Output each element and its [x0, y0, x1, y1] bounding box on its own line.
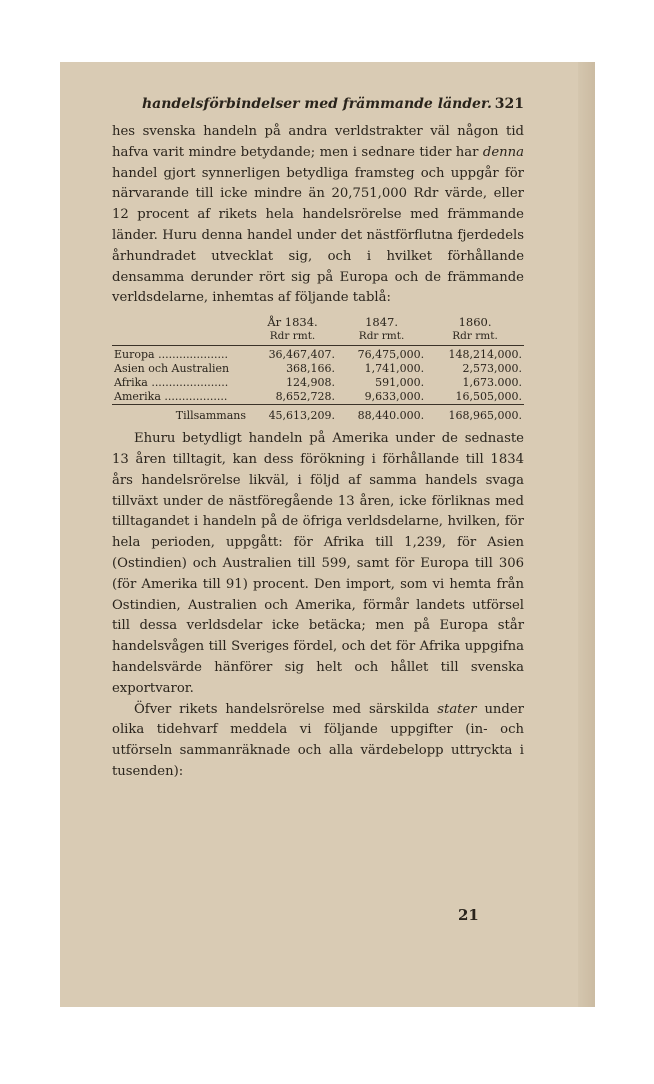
paragraph-1 — [112, 122, 524, 309]
table-cell: 76,475,000. — [337, 346, 426, 363]
total-cell: 88,440.000. — [337, 405, 426, 424]
unit-label: Rdr rmt. — [452, 330, 498, 343]
table-header-row — [112, 315, 524, 329]
table-cell: 368,166. — [286, 362, 336, 376]
region-label: Afrika ...................... — [114, 376, 229, 390]
table-cell: 9,633,000. — [364, 390, 425, 404]
table-cell: 2,573,000. — [462, 362, 522, 376]
trade-table — [112, 315, 524, 423]
table-units-row — [112, 329, 524, 346]
page-text — [112, 96, 524, 783]
unit-label: Rdr rmt. — [269, 330, 316, 343]
year-header: 1860. — [458, 315, 492, 330]
table-row — [112, 362, 524, 376]
paragraph-3-emphasis: stater — [437, 701, 477, 717]
year-header: År 1834. — [267, 315, 318, 330]
table-cell: 8,652,728. — [275, 390, 336, 404]
total-cell: 45,613,209. — [248, 405, 337, 424]
paragraph-3-text: Öfver rikets handelsrörelse med särskilda — [134, 701, 430, 717]
table-cell: 36,467,407. — [248, 346, 337, 363]
table-cell: 148,214,000. — [426, 346, 524, 363]
page-number: 321 — [494, 96, 524, 112]
table-cell: 16,505,000. — [455, 390, 522, 404]
running-head-title: handelsförbindelser med främmande länder. — [142, 96, 492, 112]
region-label: Europa .................... — [112, 346, 248, 363]
region-label: Asien och Australien — [114, 362, 230, 376]
table-row — [112, 376, 524, 390]
table-row — [112, 346, 524, 363]
paragraph-3 — [112, 700, 524, 783]
running-head — [112, 96, 524, 122]
paragraph-2: Ehuru betydligt handeln på Amerika under de sednaste 13 åren tilltagit, kan dess förökning i förhållande till 1834 års handelsrörelse likväl, i följd af samma handels svaga tillväxt under de nästföregående 13 åren, icke förliknas med tilltagandet i handeln på de öfriga verldsdelarne, hvilken, för hela perioden, uppgått: för Afrika till 1,239, för Asien (Ostindien) och Australien till 599, samt för Europa till 306 (för Amerika till 91) procent. Den import, som vi hemta från Ostindien, Australien och Amerika, förmår landets utförsel till dessa verldsdelar icke betäcka; men på Europa står handelsvågen till Sveriges fördel, och det för Afrika uppgifna handelsvärde hänförer sig helt och hållet till svenska exportvaror. — [112, 431, 524, 696]
total-label: Tillsammans — [112, 405, 248, 424]
paragraph-1-text: hes svenska handeln på andra verldstrakter väl någon tid hafva varit mindre betydande; men i sednare tider har — [112, 124, 524, 160]
paragraph-1-emphasis: denna — [482, 144, 524, 160]
table-total-row — [112, 405, 524, 424]
paragraph-3-continuation: under olika tidehvarf meddela vi följande uppgifter (in- och utförseln sammanräknade och alla värdebelopp uttryckta i tusenden): — [112, 701, 524, 779]
region-label: Amerika .................. — [114, 390, 228, 404]
table-cell: 1,741,000. — [364, 362, 425, 376]
table-cell: 1,673.000. — [462, 376, 522, 390]
table-row — [112, 390, 524, 405]
table-cell: 591,000. — [375, 376, 425, 390]
unit-label: Rdr rmt. — [358, 330, 405, 343]
paragraph-1-continuation: handel gjort synnerligen betydliga framsteg och uppgår för närvarande till icke mindre än 20,751,000 Rdr värde, eller 12 procent af rikets hela handelsrörelse med främmande länder. Huru denna handel under det nästförflutna fjerdedels århundradet utvecklat sig, och i hvilket förhållande densamma derunder rört sig på Europa och de främmande verldsdelarne, inhemtas af följande tablå: — [112, 165, 524, 306]
signature-mark: 21 — [458, 906, 479, 924]
page-edge-shadow — [578, 62, 595, 1007]
total-cell: 168,965,000. — [426, 405, 524, 424]
table-cell: 124,908. — [286, 376, 336, 390]
year-header: 1847. — [365, 315, 399, 330]
